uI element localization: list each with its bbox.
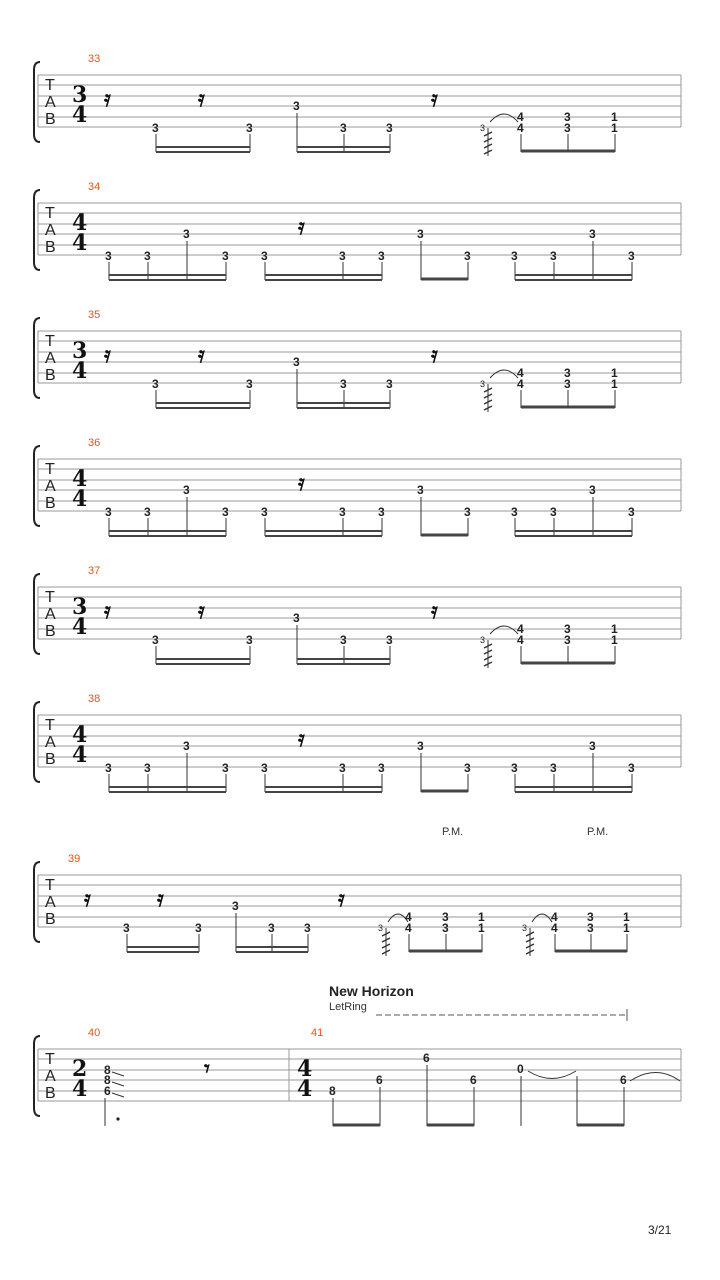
tab-label-b: B	[45, 751, 56, 768]
tab-label-t: T	[45, 333, 55, 350]
chord-note: 3	[442, 921, 449, 935]
fret-note: 6	[423, 1051, 430, 1065]
tab-label-a: A	[45, 478, 56, 495]
tab-label-b: B	[45, 911, 56, 928]
fret-note: 3	[417, 739, 424, 753]
chord-note: 1	[611, 366, 618, 380]
time-sig-bottom: 4	[72, 230, 88, 256]
sixteenth-rest: 𝄿	[431, 598, 438, 624]
measure-number-33: 33	[88, 53, 101, 65]
time-sig-bottom: 4	[72, 742, 88, 768]
fret-note: 3	[339, 249, 346, 263]
chord-note: 3	[587, 921, 594, 935]
staff-lines	[38, 715, 681, 767]
sixteenth-rest: 𝄿	[157, 886, 164, 912]
palm-mute-label: P.M.	[442, 826, 464, 838]
fret-note: 3	[464, 761, 471, 775]
time-sig-bottom: 4	[72, 358, 88, 384]
chord-note: 3	[564, 110, 571, 124]
fret-note: 3	[293, 611, 300, 625]
chord-note: 3	[564, 633, 571, 647]
chord-note: 4	[517, 622, 524, 636]
fret-note: 3	[152, 633, 159, 647]
time-sig-bottom: 4	[72, 102, 88, 128]
chord-note: 6	[104, 1084, 111, 1098]
chord-note: 4	[405, 921, 412, 935]
tab-label-t: T	[45, 877, 55, 894]
tab-label-b: B	[45, 623, 56, 640]
tab-label-a: A	[45, 1068, 56, 1085]
staff-lines	[38, 459, 681, 511]
measure-number-34: 34	[88, 181, 101, 193]
staff-lines	[38, 587, 681, 639]
fret-note: 3	[378, 761, 385, 775]
fret-note: 3	[464, 249, 471, 263]
grace-note: 3	[480, 123, 486, 133]
tab-label-b: B	[45, 239, 56, 256]
sixteenth-rest: 𝄿	[431, 342, 438, 368]
fret-note: 3	[589, 483, 596, 497]
sixteenth-rest-2: 𝄿	[198, 86, 205, 112]
tab-label-a: A	[45, 894, 56, 911]
dot	[116, 1117, 119, 1120]
fret-note: 3	[183, 227, 190, 241]
fret-note: 3	[417, 227, 424, 241]
tab-label-b: B	[45, 1085, 56, 1102]
staff-lines	[38, 203, 681, 255]
sixteenth-rest: 𝄿	[338, 886, 345, 912]
time-sig-top: 4	[72, 722, 88, 748]
tab-label-a: A	[45, 734, 56, 751]
measure-number-35: 35	[88, 309, 101, 321]
tab-label-b: B	[45, 111, 56, 128]
slur	[490, 114, 518, 122]
measure-number-39: 39	[68, 853, 81, 865]
sixteenth-rest: 𝄿	[298, 214, 305, 240]
fret-note: 3	[340, 633, 347, 647]
fret-note: 3	[195, 921, 202, 935]
time-sig-top: 2	[72, 1056, 88, 1082]
time-sig-top: 3	[72, 82, 88, 108]
chord-note: 1	[611, 622, 618, 636]
time-sig-top: 4	[72, 210, 88, 236]
system-4	[34, 437, 681, 536]
fret-note: 3	[417, 483, 424, 497]
system-7	[34, 826, 681, 956]
chord-note: 8	[104, 1063, 111, 1077]
fret-note: 3	[222, 761, 229, 775]
sixteenth-rest: 𝄿	[84, 886, 91, 912]
fret-note: 3	[511, 505, 518, 519]
sixteenth-rest: 𝄿	[198, 598, 205, 624]
sixteenth-rest-1: 𝄿	[104, 86, 111, 112]
fret-note: 8	[329, 1084, 336, 1098]
fret-note: 3	[268, 921, 275, 935]
fret-note: 0	[517, 1062, 524, 1076]
fret-note: 3	[340, 121, 347, 135]
fret-note: 3	[246, 121, 253, 135]
fret-note: 3	[144, 249, 151, 263]
sixteenth-rest: 𝄿	[298, 470, 305, 496]
chord-note: 1	[623, 910, 630, 924]
fret-note: 3	[339, 761, 346, 775]
fret-note: 3	[293, 355, 300, 369]
fret-note: 3	[222, 249, 229, 263]
fret-note: 3	[152, 377, 159, 391]
chord-note: 4	[517, 633, 524, 647]
chord-note: 1	[611, 110, 618, 124]
fret-note: 6	[376, 1073, 383, 1087]
time-sig-top: 3	[72, 338, 88, 364]
system-5	[34, 565, 681, 668]
tab-label-t: T	[45, 589, 55, 606]
fret-note: 3	[246, 377, 253, 391]
staff-lines	[38, 875, 681, 927]
grace-note: 3	[522, 923, 528, 933]
fret-note: 3	[105, 249, 112, 263]
tie	[528, 1071, 576, 1079]
fret-note: 3	[550, 505, 557, 519]
fret-note: 3	[105, 505, 112, 519]
system-8	[34, 983, 681, 1126]
chord-note: 4	[405, 910, 412, 924]
tab-label-t: T	[45, 717, 55, 734]
chord-note: 4	[517, 121, 524, 135]
chord-note: 3	[442, 910, 449, 924]
measure-number-36: 36	[88, 437, 101, 449]
measure-number-38: 38	[88, 693, 101, 705]
palm-mute-label: P.M.	[587, 826, 609, 838]
time-sig-bottom: 4	[297, 1076, 313, 1102]
fret-note: 3	[261, 249, 268, 263]
measure-number-41: 41	[311, 1027, 324, 1039]
staff-lines	[38, 331, 681, 383]
time-sig-bottom: 4	[72, 486, 88, 512]
fret-note: 3	[550, 249, 557, 263]
chord-note: 1	[611, 633, 618, 647]
fret-note: 3	[386, 121, 393, 135]
sixteenth-rest: 𝄿	[298, 726, 305, 752]
chord-note: 4	[517, 377, 524, 391]
fret-note: 3	[628, 249, 635, 263]
chord-note: 4	[551, 910, 558, 924]
chord-note: 8	[104, 1073, 111, 1087]
fret-note: 3	[144, 505, 151, 519]
chord-note: 1	[478, 921, 485, 935]
time-sig-top: 4	[72, 466, 88, 492]
sixteenth-rest: 𝄿	[104, 598, 111, 624]
fret-note: 3	[183, 739, 190, 753]
fret-note: 3	[589, 227, 596, 241]
staff-lines	[38, 75, 681, 127]
chord-note: 1	[478, 910, 485, 924]
chord-note: 1	[611, 121, 618, 135]
time-sig-top: 4	[297, 1056, 313, 1082]
let-ring-label: LetRing	[329, 1001, 367, 1013]
tab-label-b: B	[45, 367, 56, 384]
eighth-rest: 𝄾	[204, 1056, 210, 1082]
chord-note: 4	[551, 921, 558, 935]
fret-note: 3	[339, 505, 346, 519]
fret-note: 3	[183, 483, 190, 497]
fret-note: 3	[144, 761, 151, 775]
grace-note: 3	[480, 635, 486, 645]
system-bracket	[34, 62, 40, 142]
system-6	[34, 693, 681, 792]
fret-note: 3	[550, 761, 557, 775]
fret-note: 3	[378, 249, 385, 263]
fret-note: 3	[589, 739, 596, 753]
fret-note: 3	[628, 505, 635, 519]
fret-note: 3	[378, 505, 385, 519]
time-sig-bottom: 4	[72, 1076, 88, 1102]
fret-note: 3	[123, 921, 130, 935]
fret-note: 3	[628, 761, 635, 775]
time-sig-bottom: 4	[72, 614, 88, 640]
tab-label-a: A	[45, 94, 56, 111]
fret-note: 3	[304, 921, 311, 935]
fret-note: 3	[340, 377, 347, 391]
system-3	[34, 309, 681, 412]
tab-label-a: A	[45, 350, 56, 367]
tab-label-b: B	[45, 495, 56, 512]
sixteenth-rest: 𝄿	[104, 342, 111, 368]
fret-note: 3	[293, 99, 300, 113]
fret-note: 3	[261, 761, 268, 775]
tab-label-t: T	[45, 461, 55, 478]
system-2	[34, 181, 681, 280]
chord-note: 4	[517, 366, 524, 380]
staff-lines	[38, 1049, 681, 1101]
fret-note: 3	[464, 505, 471, 519]
chord-note: 3	[564, 121, 571, 135]
chord-note: 3	[564, 377, 571, 391]
tab-label-t: T	[45, 205, 55, 222]
measure-number-37: 37	[88, 565, 101, 577]
fret-note: 3	[105, 761, 112, 775]
chord-note: 3	[587, 910, 594, 924]
sixteenth-rest-3: 𝄿	[431, 86, 438, 112]
fret-note: 3	[386, 377, 393, 391]
fret-note: 3	[232, 899, 239, 913]
grace-note: 3	[480, 379, 486, 389]
grace-note: 3	[378, 923, 384, 933]
fret-note: 3	[511, 249, 518, 263]
tab-label-a: A	[45, 606, 56, 623]
chord-note: 1	[611, 377, 618, 391]
tab-label-a: A	[45, 222, 56, 239]
fret-note: 3	[511, 761, 518, 775]
chord-note: 3	[564, 366, 571, 380]
fret-note: 6	[620, 1073, 627, 1087]
chord-note: 4	[517, 110, 524, 124]
fret-note: 3	[261, 505, 268, 519]
tab-label-t: T	[45, 1051, 55, 1068]
fret-note: 3	[152, 121, 159, 135]
page-number: 3/21	[648, 1223, 672, 1237]
section-title: New Horizon	[329, 983, 414, 999]
tab-label-t: T	[45, 77, 55, 94]
fret-note: 3	[222, 505, 229, 519]
measure-number-40: 40	[88, 1027, 101, 1039]
system-1	[34, 53, 681, 156]
chord-note: 1	[623, 921, 630, 935]
fret-note: 3	[246, 633, 253, 647]
chord-note: 3	[564, 622, 571, 636]
fret-note: 6	[470, 1073, 477, 1087]
sixteenth-rest: 𝄿	[198, 342, 205, 368]
fret-note: 3	[386, 633, 393, 647]
time-sig-top: 3	[72, 594, 88, 620]
